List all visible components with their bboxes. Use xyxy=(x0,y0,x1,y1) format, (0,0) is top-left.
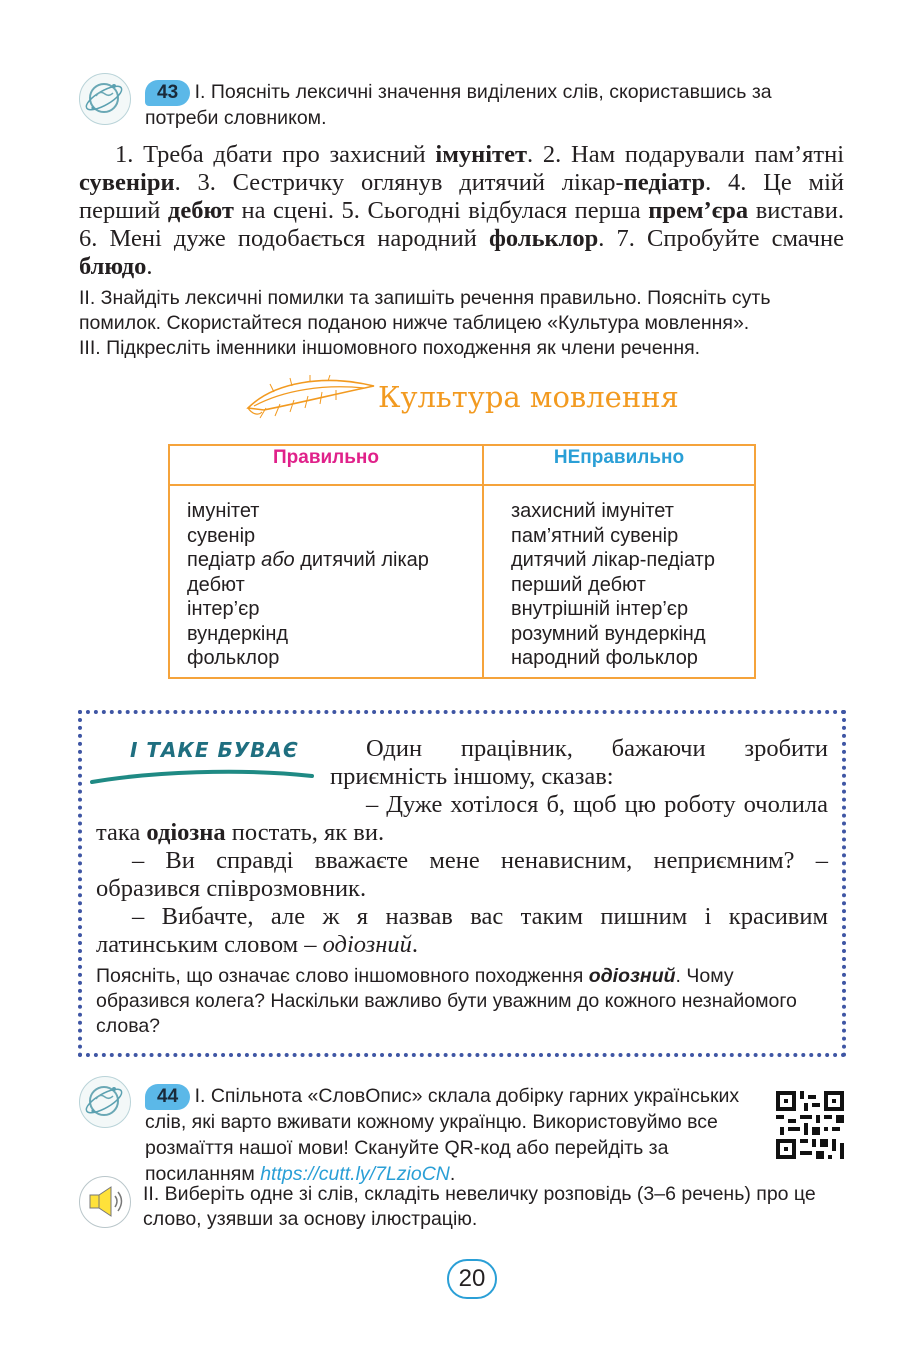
header-wrong: НЕправильно xyxy=(483,445,755,485)
task44-text xyxy=(145,1084,757,1188)
task43-instruction-text: I. Поясніть лексичні значення виділених слів, скориставшись за потреби словником. xyxy=(145,81,772,129)
task43-part3: III. Підкресліть іменники іншомовного походження як члени речення. xyxy=(79,337,701,359)
question-text: Поясніть, що означає слово іншомовного походження xyxy=(96,965,589,987)
story-text: постать, як ви. xyxy=(225,819,385,846)
task44-instruction-text: I. Спільнота «СловОпис» склала добірку гарних українських слів, які варто вживати кожному українцю. Використовуймо все розмаїття нашої мови! Скануйте QR-код або перейдіть за посиланням xyxy=(145,1085,740,1185)
task43-part2: II. Знайдіть лексичні помилки та запишіть речення правильно. Поясніть суть помилок. Скористайтеся поданою нижче таблицею «Культура мовлення». xyxy=(79,287,771,334)
feather-ornament-icon xyxy=(244,372,380,431)
italic-word: одіозний xyxy=(322,931,412,958)
task-number-badge: 44 xyxy=(145,1084,190,1110)
box-label: І ТАКЕ БУВАЄ xyxy=(130,738,299,762)
box-question xyxy=(96,964,831,1039)
word-part: педіатр xyxy=(187,549,262,571)
wrong-word: захисний імунітет xyxy=(511,500,674,522)
story-text: – Вибачте, але ж я назвав вас таким пишним і красивим латинським словом – xyxy=(96,903,828,958)
highlighted-word: фольклор xyxy=(488,225,599,252)
correct-word: інтер’єр xyxy=(187,598,260,620)
correct-column xyxy=(169,485,483,678)
story-line4 xyxy=(96,903,828,959)
word-part-italic: або xyxy=(261,549,295,571)
culture-title: Культура мовлення xyxy=(378,380,679,414)
speaker-icon xyxy=(79,1176,131,1228)
story-text: – Дуже хотілося б, щоб цю роботу очолила така xyxy=(96,791,828,846)
highlighted-word: дебют xyxy=(167,197,234,224)
sentence-text: . 3. Сестричку оглянув дитячий лікар- xyxy=(174,169,624,196)
wrong-word: розумний вундеркінд xyxy=(511,622,706,645)
correct-word: імунітет xyxy=(187,500,260,522)
page-number: 20 xyxy=(447,1259,497,1299)
task44-part2: II. Виберіть одне зі слів, складіть невеличку розповідь (3–6 речень) про це слово, узявши за основу ілюстрацію. xyxy=(143,1183,816,1230)
wrong-word: перший дебют xyxy=(511,573,646,596)
highlighted-word: сувеніри xyxy=(79,169,175,196)
correct-word: фольклор xyxy=(187,647,280,669)
brain-globe-icon xyxy=(79,73,131,125)
word-part: дитячий лікар xyxy=(294,549,429,571)
sentence-text: вистави. 6. Мені дуже подобається народний xyxy=(79,197,844,252)
correct-word: вундеркінд xyxy=(187,622,289,645)
correct-word: дебют xyxy=(187,573,245,596)
wrong-word: дитячий лікар-педіатр xyxy=(511,549,715,571)
sentence-text: 1. Треба дбати про захисний xyxy=(115,141,436,168)
story-line1: Один працівник, бажаючи зробити приємність іншому, сказав: xyxy=(330,735,828,790)
exercise-sentences xyxy=(79,141,844,281)
task43-instruction xyxy=(145,80,845,130)
correct-word: сувенір xyxy=(187,524,256,547)
highlighted-word: прем’єра xyxy=(648,197,749,224)
sentence-text: . xyxy=(146,253,153,280)
highlighted-word: імунітет xyxy=(435,141,528,168)
story-text: . xyxy=(411,931,419,958)
story-line2 xyxy=(96,791,828,847)
wrong-word: внутрішній інтер’єр xyxy=(511,598,689,620)
correct-word xyxy=(187,548,482,573)
highlighted-word: одіозна xyxy=(146,819,226,846)
wrong-column xyxy=(483,485,755,678)
sentence-text: . 4. Це мій перший xyxy=(79,169,844,224)
wrong-word: народний фольклор xyxy=(511,647,698,669)
slovopys-link[interactable]: https://cutt.ly/7LzioCN xyxy=(260,1163,450,1185)
brush-stroke-icon xyxy=(90,766,314,791)
question-text: . Чому образився колега? Наскільки важливо бути уважним до кожного незнайомого слова? xyxy=(96,965,797,1037)
header-correct: Правильно xyxy=(169,445,483,485)
task-number-badge: 43 xyxy=(145,80,190,106)
highlighted-word: блюдо xyxy=(79,253,147,280)
sentence-text: . 2. Нам подарували пам’ятні xyxy=(527,141,845,168)
wrong-word: пам’ятний сувенір xyxy=(511,524,679,547)
question-bold-word: одіозний xyxy=(588,965,676,987)
sentence-text: на сцені. 5. Сьогодні відбулася перша xyxy=(233,197,649,224)
task44-instruction-text: . xyxy=(449,1163,456,1185)
sentence-text: . 7. Спробуйте смачне xyxy=(598,225,844,252)
qr-code-icon[interactable] xyxy=(776,1090,844,1165)
brain-globe-icon xyxy=(79,1076,131,1128)
highlighted-word: педіатр xyxy=(623,169,706,196)
culture-table xyxy=(168,444,756,679)
story-line3: – Ви справді вважаєте мене ненависним, неприємним? – образився співрозмовник. xyxy=(96,847,828,902)
